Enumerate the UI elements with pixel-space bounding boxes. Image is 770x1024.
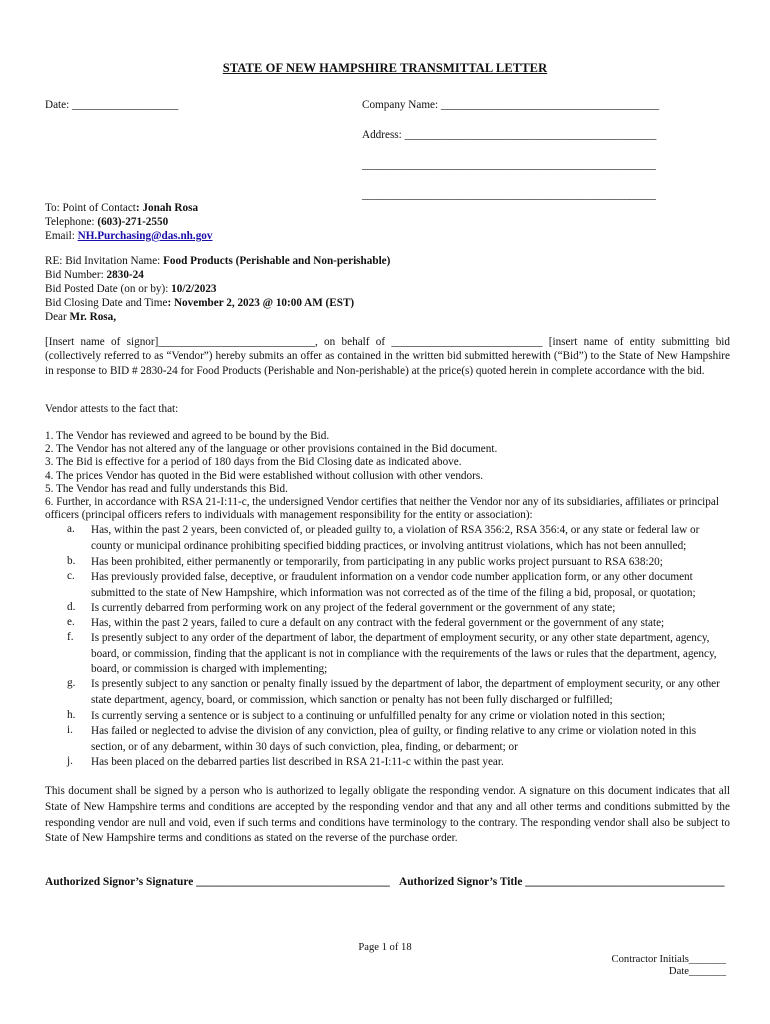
sub-item-label: e.: [67, 616, 75, 628]
salutation: [45, 311, 116, 323]
sub-item-text: Has failed or neglected to advise the division of any conviction, plea of guilty, or finding relative to any crime or violation noted in this section, or of any debarment, within 30 days of such conviction, plea, finding, or debarment; or: [91, 725, 697, 753]
signor-title-field: Authorized Signor’s Title ___________________________________: [399, 876, 725, 888]
bid-number-value: 2830-24: [106, 269, 144, 281]
bid-posted-date: [45, 283, 217, 295]
contractor-initials: Contractor Initials_______: [611, 954, 726, 965]
sub-item-label: g.: [67, 677, 76, 689]
posted-value: 10/2/2023: [171, 283, 217, 295]
sub-item-label: j.: [67, 755, 73, 767]
sub-item-label: h.: [67, 709, 76, 721]
address-field: Address: _____________________________________________: [362, 129, 657, 141]
page-number: Page 1 of 18: [358, 942, 412, 953]
sub-item-text: Has, within the past 2 years, been convicted of, or pleaded guilty to, a violation of RSA 356:2, RSA 356:4, or any state or federal law or county or municipal ordinance prohibiting specified bidding practices, or involving antitrust violations, which has not been annulled;: [91, 524, 700, 552]
initials-date: Date_______: [668, 966, 726, 977]
sub-item-text: Is currently debarred from performing work on any project of the federal government or the government of any state;: [91, 602, 616, 614]
address-line-2: ________________________________________________________: [362, 159, 656, 171]
list-item: 4. The prices Vendor has quoted in the Bid were established without collusion with other vendors.: [45, 469, 483, 482]
sub-item-text: Has been placed on the debarred parties list described in RSA 21-I:11-c within the past year.: [91, 756, 504, 768]
telephone-value: (603)-271-2550: [97, 216, 169, 228]
sub-item-text: Has, within the past 2 years, failed to cure a default on any contract with the federal government or the government of any state;: [91, 617, 665, 629]
bid-invitation-name: [45, 255, 390, 267]
email-link[interactable]: NH.Purchasing@das.nh.gov: [77, 230, 213, 242]
contact-name: : Jonah Rosa: [135, 202, 199, 214]
contact-telephone: [45, 216, 168, 228]
address-line-3: ________________________________________________________: [362, 189, 656, 201]
sub-item-text: Has previously provided false, deceptive, or fraudulent information on a vendor code number application form, or any other document submitted to the state of New Hampshire, which information was not corrected as of the time of the filing a bid, proposal, or quotation;: [91, 571, 696, 599]
company-name-field: Company Name: _______________________________________: [362, 99, 660, 111]
sub-item-label: d.: [67, 601, 76, 613]
list-item: 6. Further, in accordance with RSA 21-I:11-c, the undersigned Vendor certifies that neither the Vendor nor any of its subsidiaries, affiliates or principal officers (principal officers refers to individuals with management responsibility for the entity or association):: [45, 496, 719, 522]
signature-field: Authorized Signor’s Signature __________________________________: [45, 876, 390, 888]
invite-value: Food Products (Perishable and Non-perishable): [163, 255, 391, 267]
contact-to-label: To: Point of Contact: [45, 202, 136, 214]
salutation-name: Mr. Rosa,: [69, 311, 117, 323]
attests-heading: Vendor attests to the fact that:: [45, 403, 179, 415]
contact-email: [45, 230, 212, 242]
sub-item-label: c.: [67, 570, 75, 582]
sub-item-label: f.: [67, 631, 74, 643]
closing-paragraph: This document shall be signed by a person who is authorized to legally obligate the responding vendor. A signature on this document indicates that all State of New Hampshire terms and conditions are accepted by the responding vendor and that any and all other terms and conditions submitted by the responding vendor are null and void, even if such terms and conditions have terminology to the contrary. The responding vendor shall also be subject to State of New Hampshire terms and conditions as stated on the reverse of the purchase order.: [45, 785, 730, 845]
sub-item-label: a.: [67, 523, 75, 535]
intro-paragraph: [Insert name of signor]____________________________, on behalf of ___________________________ [insert name of entity submitting bid (collectively referred to as “Vendor”) hereby submits an offer as contained in the written bid submitted herewith (“Bid”) to the State of New Hampshire in response to BID # 2830-24 for Food Products (Perishable and Non-perishable) at the price(s) quoted herein in complete accordance with the bid.: [45, 336, 730, 377]
sub-item-text: Is presently subject to any order of the department of labor, the department of employment security, or any other state department, agency, board, or commission, finding that the applicant is not in compliance with the requirements of the laws or rules that the department, agency, board, or commission is charged with implementing;: [91, 632, 717, 676]
bid-number: [45, 269, 144, 281]
list-item: 5. The Vendor has read and fully understands this Bid.: [45, 482, 288, 495]
sub-item-text: Is presently subject to any sanction or penalty finally issued by the department of labor, the department of employment security, or any other state department, agency, board, or commission, which sanction or penalty has not been fully discharged or fulfilled;: [91, 678, 720, 706]
closing-value: : November 2, 2023 @ 10:00 AM (EST): [167, 297, 355, 309]
telephone-label: Telephone:: [45, 216, 98, 228]
sub-item-label: b.: [67, 555, 76, 567]
list-item: 3. The Bid is effective for a period of 180 days from the Bid Closing date as indicated above.: [45, 456, 462, 469]
list-item: 1. The Vendor has reviewed and agreed to be bound by the Bid.: [45, 430, 330, 442]
bid-number-label: Bid Number:: [45, 269, 107, 281]
document-title: STATE OF NEW HAMPSHIRE TRANSMITTAL LETTER: [222, 61, 548, 75]
list-item: 2. The Vendor has not altered any of the language or other provisions contained in the Bid document.: [45, 443, 498, 456]
sub-item-label: i.: [67, 724, 73, 736]
email-label: Email:: [45, 230, 78, 242]
salutation-label: Dear: [45, 311, 70, 323]
bid-closing-date: [45, 297, 354, 309]
sub-item-text: Is currently serving a sentence or is subject to a continuing or unfulfilled penalty for any crime or violation noted in this section;: [91, 710, 666, 722]
date-field: Date: ___________________: [45, 99, 179, 111]
posted-label: Bid Posted Date (on or by):: [45, 283, 172, 295]
invite-label: RE: Bid Invitation Name:: [45, 255, 164, 267]
closing-label: Bid Closing Date and Time: [45, 297, 168, 309]
numbered-list: [45, 430, 735, 522]
contact-to: [45, 202, 198, 214]
sub-item-text: Has been prohibited, either permanently or temporarily, from participating in any public works project pursuant to RSA 638:20;: [91, 556, 663, 568]
